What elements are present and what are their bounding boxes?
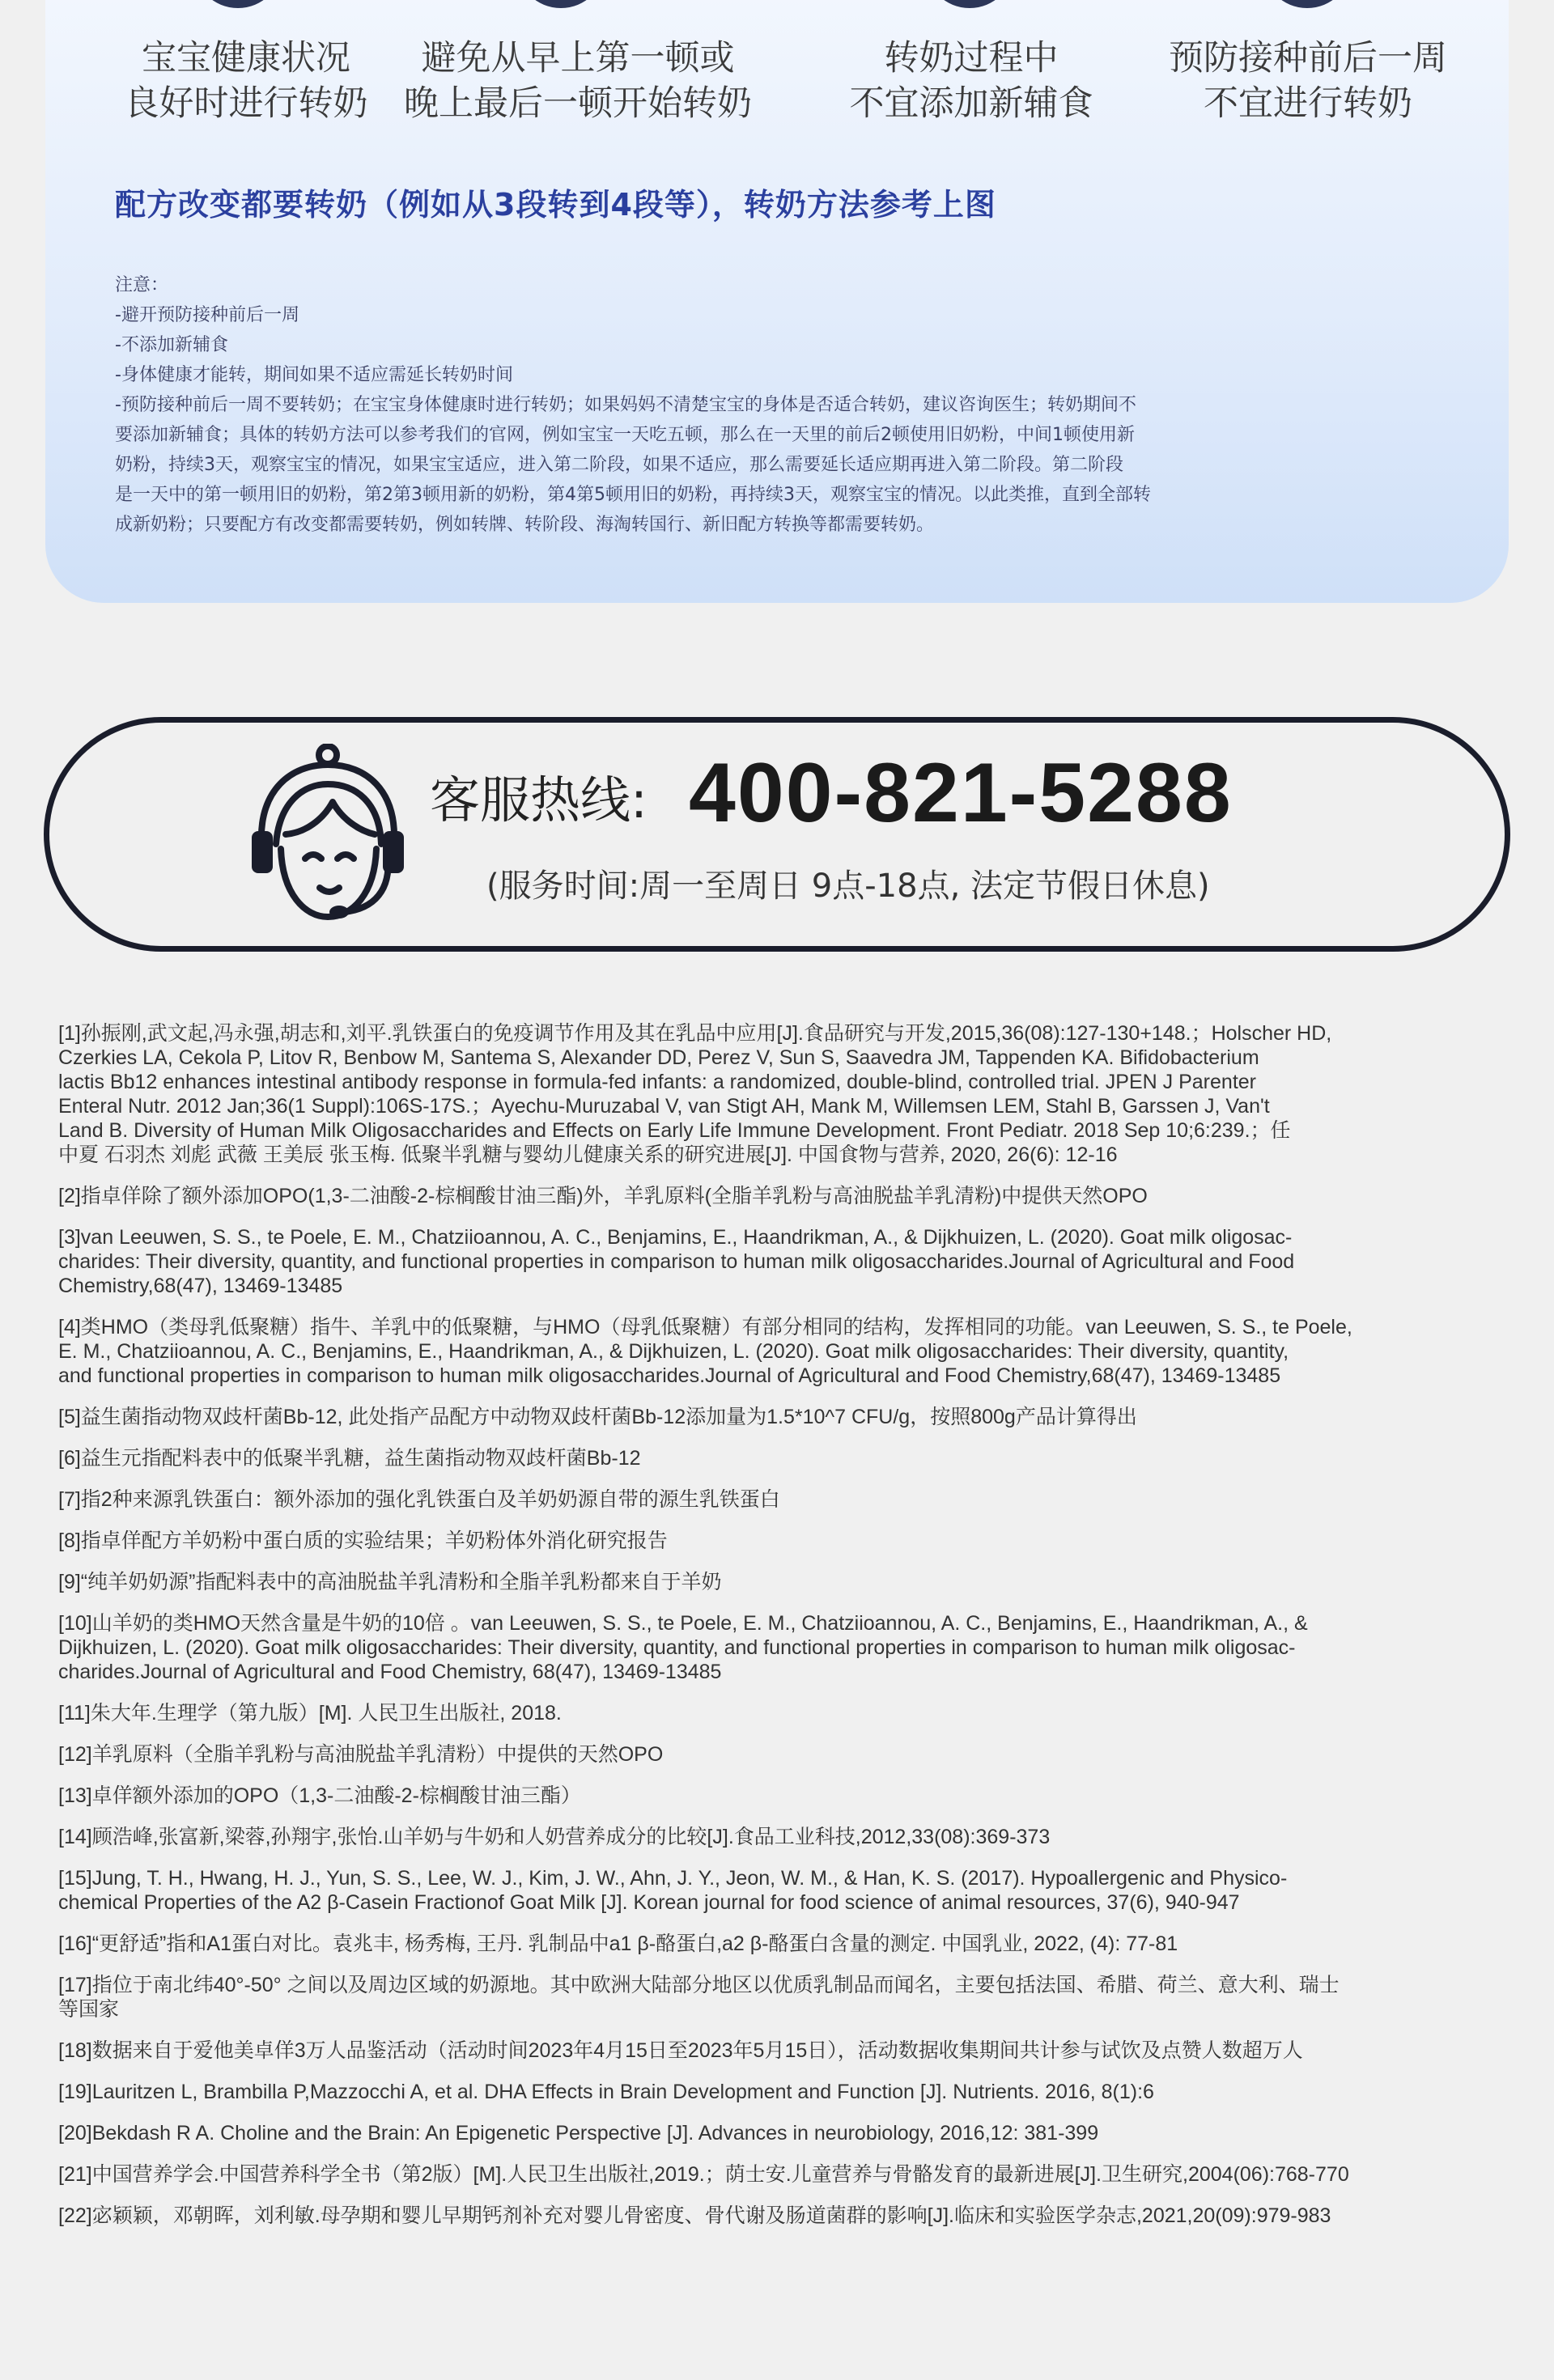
reference-item: [17]指位于南北纬40°-50° 之间以及周边区域的奶源地。其中欧洲大陆部分地区以优质乳制品而闻名，主要包括法国、希腊、荷兰、意大利、瑞士 等国家 <box>58 1974 1340 2021</box>
reference-item: [13]卓佯额外添加的OPO（1,3-二油酸-2-棕榈酸甘油三酯） <box>58 1784 581 1807</box>
note-line: -避开预防接种前后一周 <box>115 305 299 325</box>
tip-icon <box>516 0 605 8</box>
note-line: 成新奶粉；只要配方有改变都需要转奶，例如转牌、转阶段、海淘转国行、新旧配方转换等都需要转奶。 <box>115 515 935 535</box>
reference-item: [14]顾浩峰,张富新,梁蓉,孙翔宇,张怡.山羊奶与牛奶和人奶营养成分的比较[J].食品工业科技,2012,33(08):369-373 <box>58 1826 1051 1848</box>
reference-item: [3]van Leeuwen, S. S., te Poele, E. M., Chatziioannou, A. C., Benjamins, E., Haandrikman, A., & Dijkhuizen, L. (2020). Goat milk oligosac- charides: Their diversity, quantity, and functional properties in comparison to human milk oligosaccharides.Journal of Agricultural and Food Chemistry,68(47), 13469-13485 <box>58 1226 1295 1297</box>
reference-item: [8]指卓佯配方羊奶粉中蛋白质的实验结果；羊奶粉体外消化研究报告 <box>58 1529 668 1552</box>
tip-icons-row <box>0 0 1554 16</box>
tip-icon <box>925 0 1014 8</box>
reference-item: [22]宓颖颖，邓朝晖，刘利敏.母孕期和婴儿早期钙剂补充对婴儿骨密度、骨代谢及肠道菌群的影响[J].临床和实验医学杂志,2021,20(09):979-983 <box>58 2204 1331 2227</box>
note-line: 是一天中的第一顿用旧的奶粉，第2第3顿用新的奶粉，第4第5顿用旧的奶粉，再持续3天，观察宝宝的情况。以此类推，直到全部转 <box>115 485 1151 505</box>
note-line: -不添加新辅食 <box>115 335 228 355</box>
tip-meal-timing: 避免从早上第一顿或 晚上最后一顿开始转奶 <box>404 38 752 124</box>
tip-vaccination: 预防接种前后一周 不宜进行转奶 <box>1169 38 1447 124</box>
note-line: 要添加新辅食；具体的转奶方法可以参考我们的官网，例如宝宝一天吃五顿，那么在一天里的前后2顿使用旧奶粉，中间1顿使用新 <box>115 425 1135 445</box>
hotline-label: 客服热线: <box>430 770 648 829</box>
tip-health: 宝宝健康状况 良好时进行转奶 <box>124 38 368 124</box>
tip-no-new-food: 转奶过程中 不宜添加新辅食 <box>849 38 1093 124</box>
reference-item: [7]指2种来源乳铁蛋白：额外添加的强化乳铁蛋白及羊奶奶源自带的源生乳铁蛋白 <box>58 1488 780 1511</box>
switching-tips <box>0 36 1554 141</box>
hotline-number[interactable]: 400-821-5288 <box>689 746 1233 840</box>
formula-change-note: 配方改变都要转奶（例如从3段转到4段等），转奶方法参考上图 <box>115 187 996 223</box>
note-line: -预防接种前后一周不要转奶；在宝宝身体健康时进行转奶；如果妈妈不清楚宝宝的身体是否适合转奶，建议咨询医生；转奶期间不 <box>115 395 1136 415</box>
note-line: 注意： <box>115 275 169 295</box>
reference-item: [19]Lauritzen L, Brambilla P,Mazzocchi A, et al. DHA Effects in Brain Development and Function [J]. Nutrients. 2016, 8(1):6 <box>58 2081 1154 2103</box>
note-line: 奶粉，持续3天，观察宝宝的情况，如果宝宝适应，进入第二阶段，如果不适应，那么需要延长适应期再进入第二阶段。第二阶段 <box>115 455 1124 475</box>
reference-item: [16]“更舒适”指和A1蛋白对比。袁兆丰, 杨秀梅, 王丹. 乳制品中a1 β-酪蛋白,a2 β-酪蛋白含量的测定. 中国乳业, 2022, (4): 77-81 <box>58 1932 1178 1955</box>
reference-item: [20]Bekdash R A. Choline and the Brain: An Epigenetic Perspective [J]. Advances in neurobiology, 2016,12: 381-399 <box>58 2122 1099 2145</box>
reference-item: [15]Jung, T. H., Hwang, H. J., Yun, S. S., Lee, W. J., Kim, J. W., Ahn, J. Y., Jeon, W. M., & Han, K. S. (2017). Hypoallergenic and Physico- chemical Properties of the A2 β-Casein Fractionof Goat Milk [J]. Korean journal for food science of animal resources, 37(6), 940-947 <box>58 1867 1288 1914</box>
reference-item: [2]指卓佯除了额外添加OPO(1,3-二油酸-2-棕榈酸甘油三酯)外，羊乳原料(全脂羊乳粉与高油脱盐羊乳清粉)中提供天然OPO <box>58 1185 1148 1207</box>
references <box>58 1021 1499 2245</box>
note-line: -身体健康才能转，期间如果不适应需延长转奶时间 <box>115 365 513 385</box>
reference-item: [10]山羊奶的类HMO天然含量是牛奶的10倍 。van Leeuwen, S. S., te Poele, E. M., Chatziioannou, A. C., Benjamins, E., Haandrikman, A., & Dijkhuizen, L. (2020). Goat milk oligosaccharides: Their diversity, quantity, and functional properties in comparison to human milk oligosac- charides.Journal of Agricultural and Food Chemistry, 68(47), 13469-13485 <box>58 1612 1308 1683</box>
reference-item: [5]益生菌指动物双歧杆菌Bb-12, 此处指产品配方中动物双歧杆菌Bb-12添加量为1.5*10^7 CFU/g，按照800g产品计算得出 <box>58 1406 1137 1428</box>
customer-service-agent-icon <box>237 744 423 930</box>
reference-item: [6]益生元指配料表中的低聚半乳糖，益生菌指动物双歧杆菌Bb-12 <box>58 1447 641 1470</box>
service-hours: (服务时间:周一至周日 9点-18点, 法定节假日休息) <box>486 868 1210 905</box>
reference-item: [11]朱大年.生理学（第九版）[M]. 人民卫生出版社, 2018. <box>58 1702 562 1725</box>
customer-service-hotline <box>44 717 1510 952</box>
reference-item: [4]类HMO（类母乳低聚糖）指牛、羊乳中的低聚糖，与HMO（母乳低聚糖）有部分相同的结构，发挥相同的功能。van Leeuwen, S. S., te Poele, E. M., Chatziioannou, A. C., Benjamins, E., Haandrikman, A., & Dijkhuizen, L. (2020). Goat milk oligosaccharides: Their diversity, quantity, and functional properties in comparison to human milk oligosaccharides.Journal of Agricultural and Food Chemistry,68(47), 13469-13485 <box>58 1316 1352 1387</box>
attention-notes <box>115 270 1410 540</box>
reference-item: [21]中国营养学会.中国营养科学全书（第2版）[M].人民卫生出版社,2019.；荫士安.儿童营养与骨骼发育的最新进展[J].卫生研究,2004(06):768-770 <box>58 2163 1349 2186</box>
tip-icon <box>193 0 282 8</box>
reference-item: [18]数据来自于爱他美卓佯3万人品鉴活动（活动时间2023年4月15日至2023年5月15日），活动数据收集期间共计参与试饮及点赞人数超万人 <box>58 2039 1303 2062</box>
tip-icon <box>1263 0 1352 8</box>
reference-item: [9]“纯羊奶奶源”指配料表中的高油脱盐羊乳清粉和全脂羊乳粉都来自于羊奶 <box>58 1571 722 1593</box>
reference-item: [12]羊乳原料（全脂羊乳粉与高油脱盐羊乳清粉）中提供的天然OPO <box>58 1743 664 1766</box>
reference-item: [1]孙振刚,武文起,冯永强,胡志和,刘平.乳铁蛋白的免疫调节作用及其在乳品中应用[J].食品研究与开发,2015,36(08):127-130+148.；Holscher HD, Czerkies LA, Cekola P, Litov R, Benbow M, Santema S, Alexander DD, Perez V, Sun S, Saavedra JM, Tappenden KA. Bifidobacterium lactis Bb12 enhances intestinal antibody response in formula-fed infants: a randomized, double-blind, controlled trial. JPEN J Parenter Enteral Nutr. 2012 Jan;36(1 Suppl):106S-17S.；Ayechu-Muruzabal V, van Stigt AH, Mank M, Willemsen LEM, Stahl B, Garssen J, Van't Land B. Diversity of Human Milk Oligosaccharides and Effects on Early Life Immune Development. Front Pediatr. 2018 Sep 10;6:239.；任 中夏 石羽杰 刘彪 武薇 王美辰 张玉梅. 低聚半乳糖与婴幼儿健康关系的研究进展[J]. 中国食物与营养, 2020, 26(6): 12-16 <box>58 1022 1332 1166</box>
